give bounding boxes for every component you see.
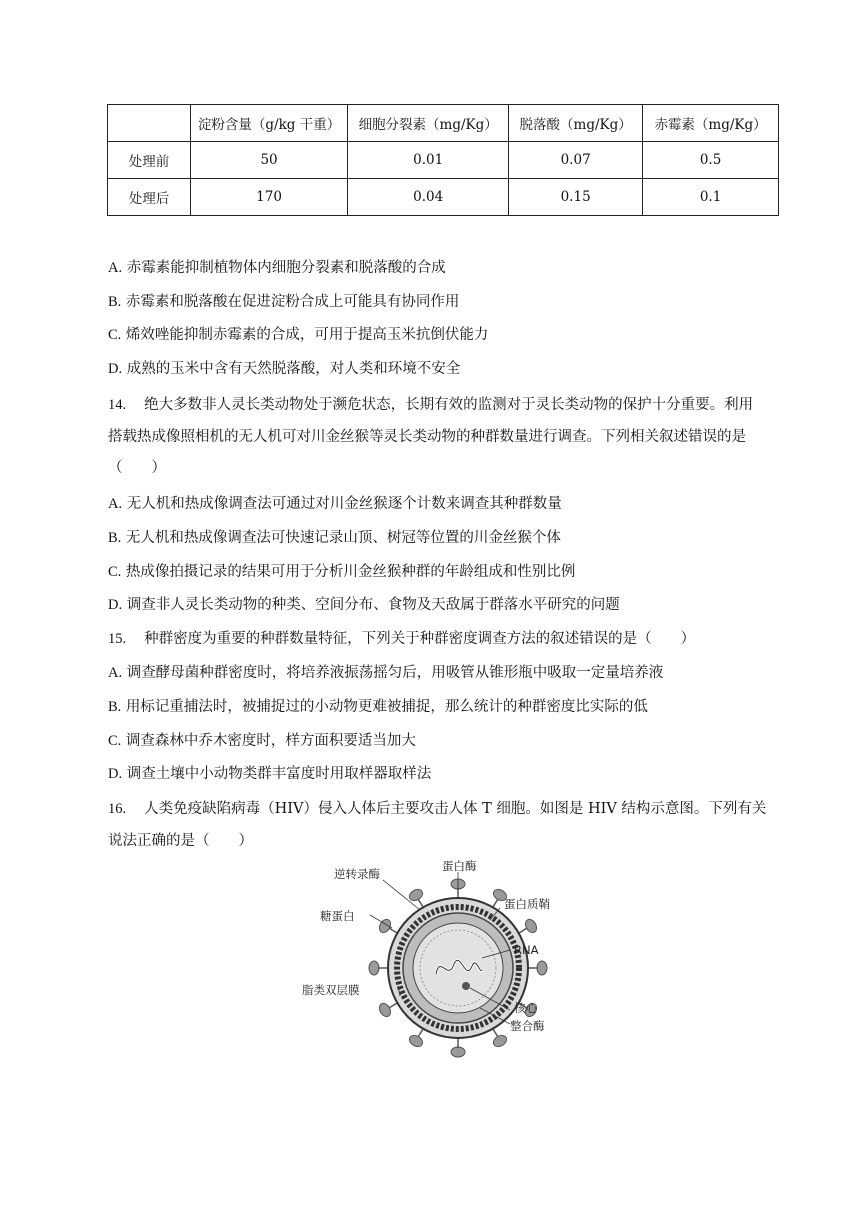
table-header-cell: [108, 105, 191, 142]
table-row: [108, 179, 779, 216]
label-core: 核心: [514, 1001, 537, 1015]
q13-option-b: B. 赤霉素和脱落酸在促进淀粉合成上可能具有协同作用: [108, 294, 460, 310]
table-cell: 0.04: [348, 179, 509, 216]
table-header-cell: 脱落酸（mg/Kg）: [509, 105, 643, 142]
label-capsid: 蛋白质鞘: [504, 897, 550, 911]
q14-option-c: C. 热成像拍摄记录的结果可用于分析川金丝猴种群的年龄组成和性别比例: [108, 564, 576, 580]
label-integrase: 整合酶: [510, 1019, 545, 1033]
table-header-row: [108, 105, 779, 142]
q15-option-c: C. 调查森林中乔木密度时，样方面积要适当加大: [108, 733, 416, 749]
q15-stem: 15. 种群密度为重要的种群数量特征，下列关于种群密度调查方法的叙述错误的是（ ）: [108, 631, 696, 647]
table-cell: 处理前: [108, 142, 191, 179]
hormone-data-table: [107, 104, 779, 216]
q14-answer-blank: （ ）: [108, 460, 166, 476]
table-cell: 处理后: [108, 179, 191, 216]
q13-option-d: D. 成熟的玉米中含有天然脱落酸，对人类和环境不安全: [108, 361, 461, 377]
q14-option-a: A. 无人机和热成像调查法可通过对川金丝猴逐个计数来调查其种群数量: [108, 496, 562, 512]
label-rna: RNA: [514, 943, 539, 957]
q14-option-b: B. 无人机和热成像调查法可快速记录山顶、树冠等位置的川金丝猴个体: [108, 530, 561, 546]
q13-option-a: A. 赤霉素能抑制植物体内细胞分裂素和脱落酸的合成: [108, 260, 446, 276]
hiv-structure-diagram: [300, 858, 560, 1058]
q14-stem-line1: 14. 绝大多数非人灵长类动物处于濒危状态，长期有效的监测对于灵长类动物的保护十分重要。利用: [108, 397, 754, 413]
table-cell: 0.1: [643, 179, 779, 216]
table-row: [108, 142, 779, 179]
q14-stem-line2: 搭载热成像照相机的无人机可对川金丝猴等灵长类动物的种群数量进行调查。下列相关叙述错误的是: [108, 429, 746, 445]
label-lipid-bilayer: 脂类双层膜: [302, 983, 360, 997]
table-cell: 50: [190, 142, 347, 179]
table-header-cell: 赤霉素（mg/Kg）: [643, 105, 779, 142]
table-cell: 0.01: [348, 142, 509, 179]
q15-option-d: D. 调查土壤中小动物类群丰富度时用取样器取样法: [108, 766, 432, 782]
q16-stem-line1: 16. 人类免疫缺陷病毒（HIV）侵入人体后主要攻击人体 T 细胞。如图是 HIV 结构示意图。下列有关: [108, 801, 767, 817]
table-header-cell: 淀粉含量（g/kg 干重）: [190, 105, 347, 142]
table-cell: 0.5: [643, 142, 779, 179]
label-protease: 蛋白酶: [442, 859, 477, 873]
q14-option-d: D. 调查非人灵长类动物的种类、空间分布、食物及天敌属于群落水平研究的问题: [108, 597, 620, 613]
q13-option-c: C. 烯效唑能抑制赤霉素的合成，可用于提高玉米抗倒伏能力: [108, 327, 489, 343]
table-cell: 0.15: [509, 179, 643, 216]
table-cell: 170: [190, 179, 347, 216]
q16-stem-line2: 说法正确的是（ ）: [108, 833, 253, 849]
table-header-cell: 细胞分裂素（mg/Kg）: [348, 105, 509, 142]
q15-option-b: B. 用标记重捕法时，被捕捉过的小动物更难被捕捉，那么统计的种群密度比实际的低: [108, 699, 648, 715]
label-glycoprotein: 糖蛋白: [320, 909, 355, 923]
table-cell: 0.07: [509, 142, 643, 179]
q15-option-a: A. 调查酵母菌种群密度时，将培养液振荡摇匀后，用吸管从锥形瓶中吸取一定量培养液: [108, 665, 664, 681]
label-reverse-transcriptase: 逆转录酶: [334, 867, 380, 881]
